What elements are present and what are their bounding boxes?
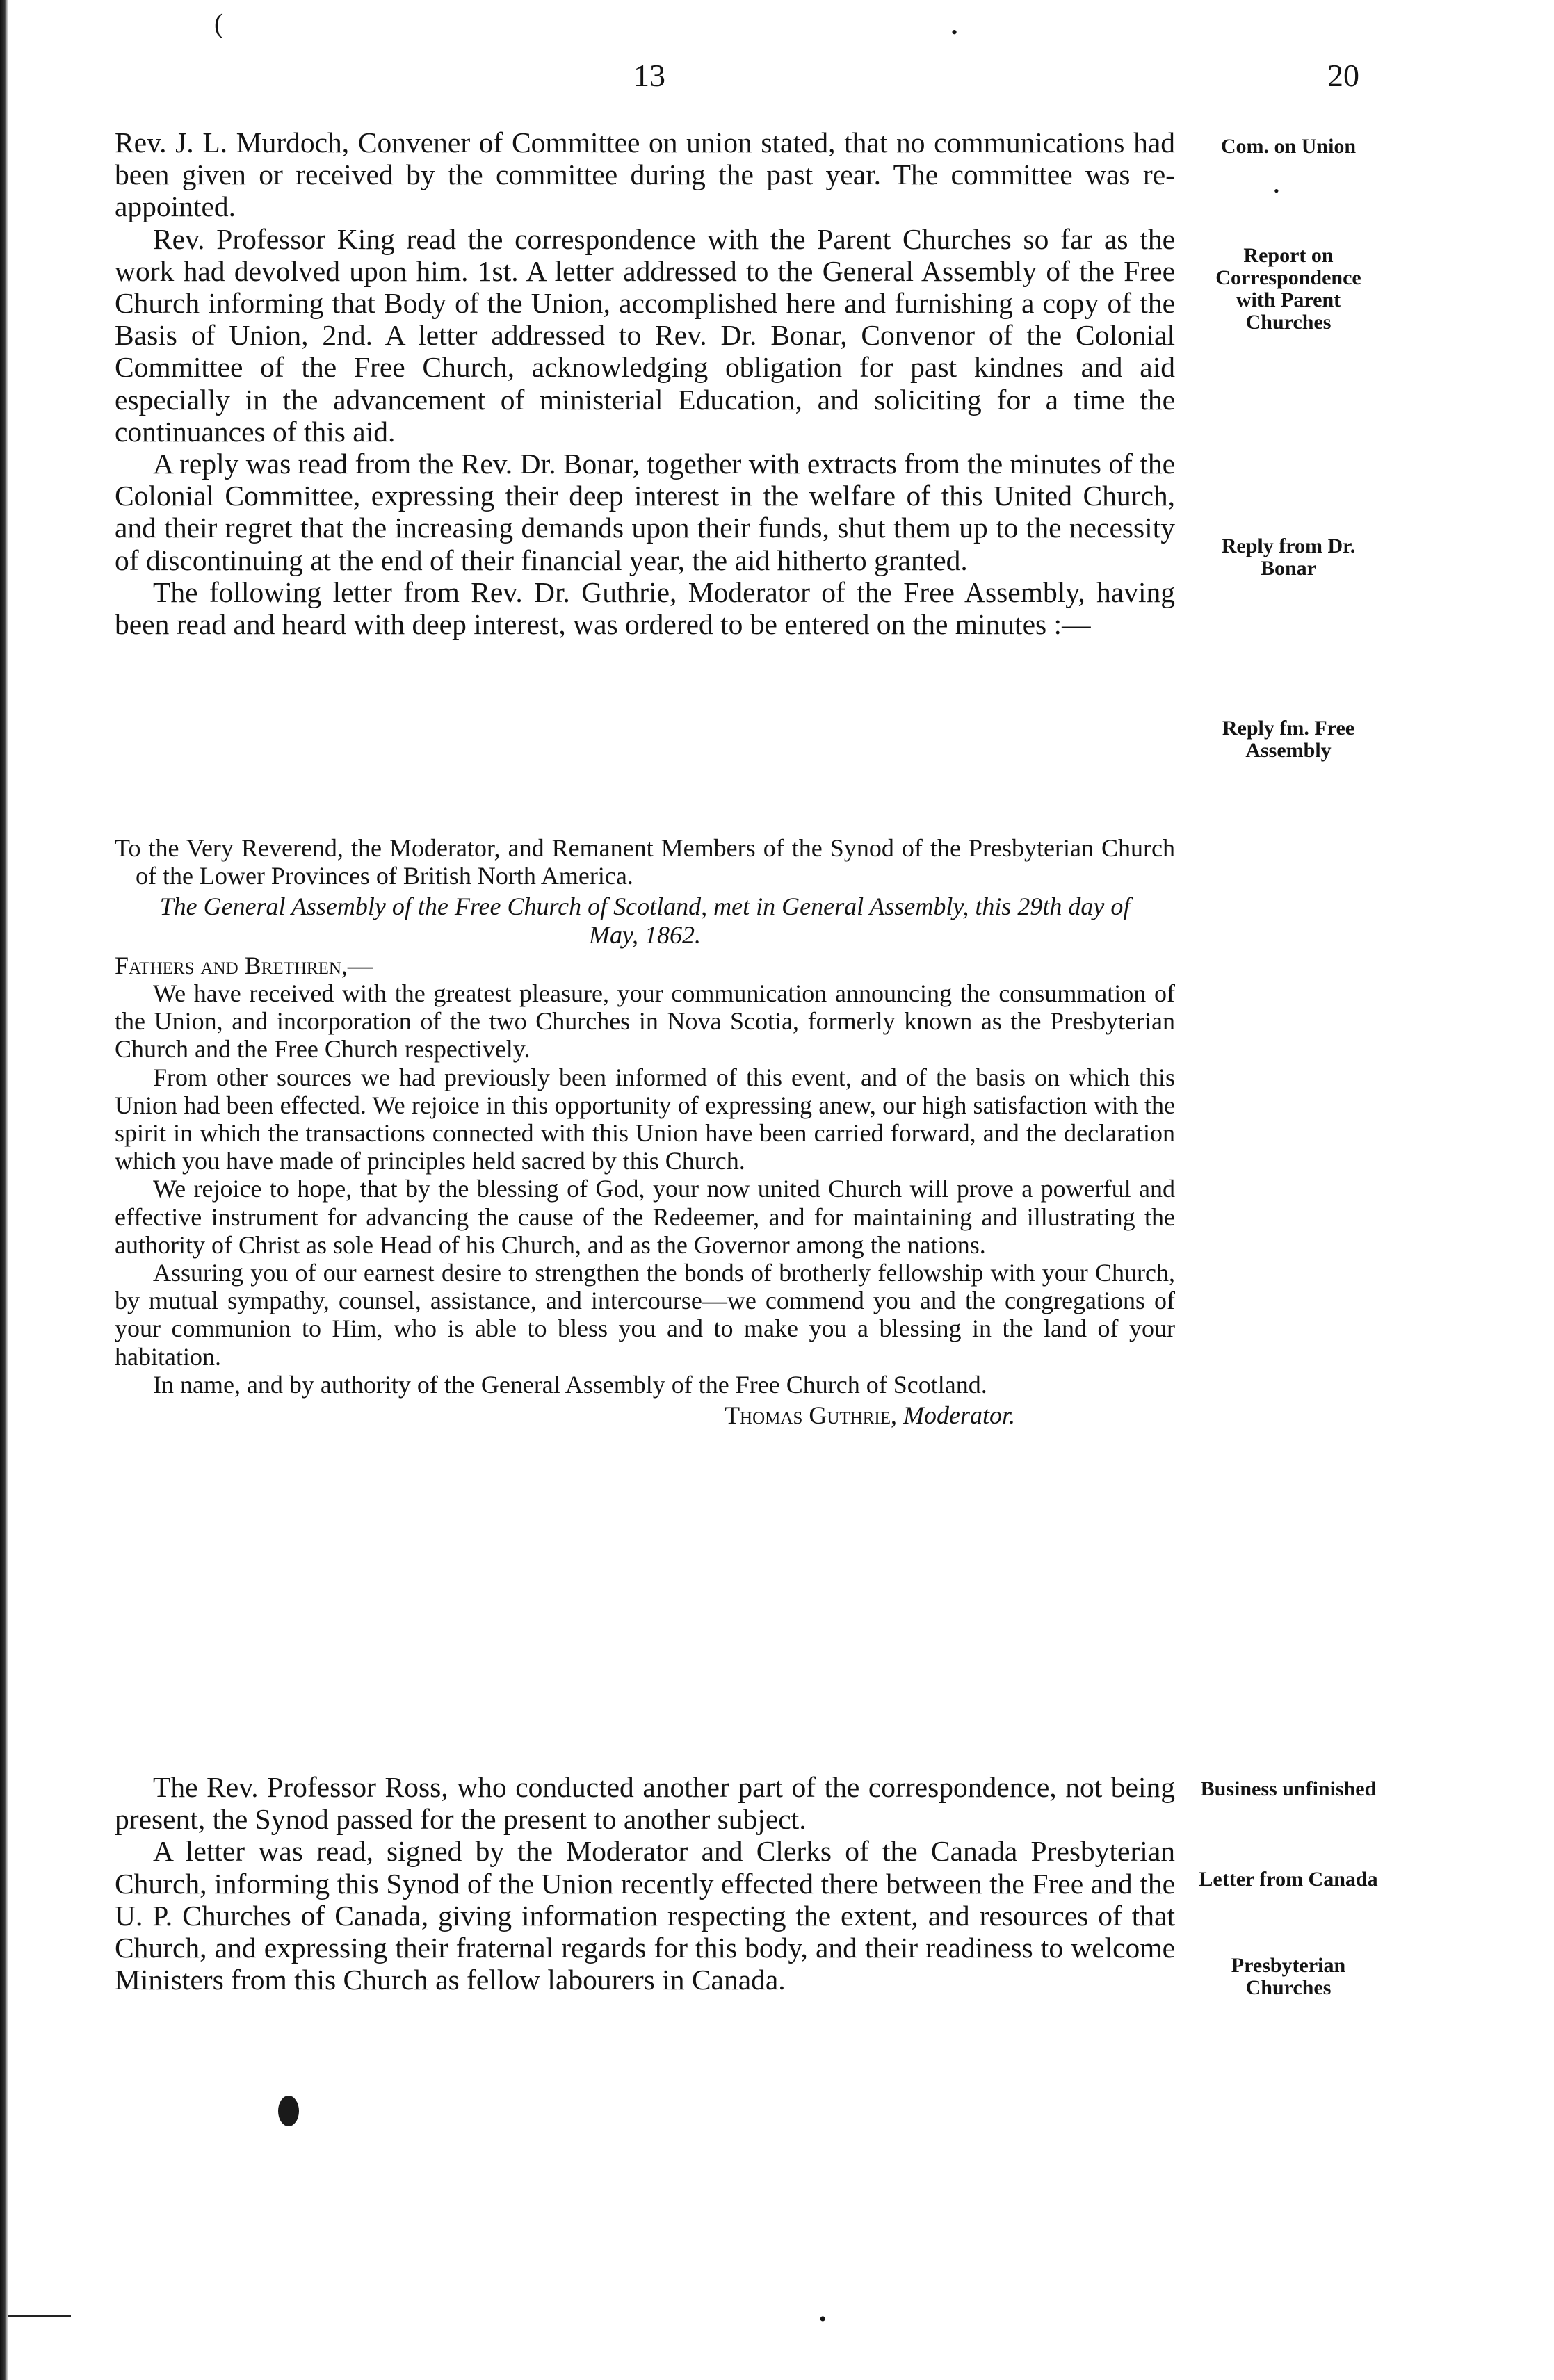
letter-address: To the Very Reverend, the Moderator, and Remanent Members of the Synod of the Presbyterian Church of the Lower Provinces of British North America. <box>115 834 1175 890</box>
stray-mark: ( <box>214 8 224 39</box>
page-number-left: 13 <box>633 58 665 93</box>
letter-paragraph: From other sources we had previously been informed of this event, and of the basis on which this Union had been effected. We rejoice in this opportunity of expressing anew, our high satisfaction with the spirit in which the transactions connected with this Union have been carried forward, and the declaration which you have made of principles held sacred by this Church. <box>115 1063 1175 1175</box>
paragraph-king: Rev. Professor King read the correspondence with the Parent Churches so far as the work had devolved upon him. 1st. A letter addressed to the General Assembly of the Free Church informing that Body of the Union, accomplished here and furnishing a copy of the Basis of Union, 2nd. A letter addressed to Rev. Dr. Bonar, Convenor of the Colonial Committee of the Free Church, acknowledging obligation for past kindnes and aid especially in the advancement of ministerial Education, and soliciting for a time the continuances of this aid. <box>115 222 1175 448</box>
letter-salutation: Fathers and Brethren,— <box>115 951 373 979</box>
page-number-right: 20 <box>1327 58 1359 93</box>
paragraph-bonar-reply: A reply was read from the Rev. Dr. Bonar, together with extracts from the minutes of the Colonial Committee, expressing their deep interest in the welfare of this United Church, and their regret that the increasing demands upon their funds, shut them up to the necessity of discontinuing at the end of their financial year, the aid hitherto granted. <box>115 448 1175 576</box>
stray-mark: • <box>951 22 958 42</box>
paragraph-ross: The Rev. Professor Ross, who conducted another part of the correspondence, not being present, the Synod passed for the present to another subject. <box>115 1771 1175 1836</box>
margin-note-letter-canada: Letter from Canada <box>1199 1868 1378 1891</box>
paragraph-canada-letter: A letter was read, signed by the Moderator and Clerks of the Canada Presbyterian Church, informing this Synod of the Union recently effected there between the Free and the U. P. Churches of Canada, giving information respecting the extent, and resources of that Church, and expressing their fraternal regards for this body, and their readiness to welcome Ministers from this Church as fellow labourers in Canada. <box>115 1835 1175 1996</box>
margin-note-reply-bonar: Reply from Dr. Bonar <box>1221 535 1356 580</box>
margin-note-reply-free-assembly: Reply fm. Free Assembly <box>1222 717 1355 762</box>
paragraph-guthrie-letter: The following letter from Rev. Dr. Guthrie, Moderator of the Free Assembly, having been read and heard with deep interest, was ordered to be entered on the minutes :— <box>115 576 1175 641</box>
letter-paragraph: We have received with the greatest pleasure, your communication announcing the consummation of the Union, and incorporation of the two Churches in Nova Scotia, formerly known as the Presbyterian Church and the Free Church respectively. <box>115 979 1175 1063</box>
margin-note-business-unfinished: Business unfinished <box>1200 1777 1377 1800</box>
signature-title: Moderator. <box>903 1401 1015 1430</box>
letter-paragraph: In name, and by authority of the General Assembly of the Free Church of Scotland. <box>153 1370 987 1399</box>
page-edge <box>0 0 8 2380</box>
paragraph-murdoch: Rev. J. L. Murdoch, Convener of Committee on union stated, that no communications had been given or received by the committee during the past year. The committee was re-appointed. <box>115 127 1175 223</box>
page-header <box>115 57 1359 99</box>
letter-title: The General Assembly of the Free Church of Scotland, met in General Assembly, this 29th day of May, 1862. <box>159 892 1131 949</box>
guthrie-letter <box>115 834 1175 1429</box>
margin-note-presbyterian-churches: Presbyterian Churches <box>1231 1954 1346 1999</box>
margin-note-report-correspondence: Report on Correspondence with Parent Churches <box>1215 244 1361 334</box>
page-edge-notch <box>8 2315 71 2317</box>
letter-paragraph: We rejoice to hope, that by the blessing of God, your now united Church will prove a powerful and effective instrument for advancing the cause of the Redeemer, and for maintaining and illustrating the authority of Christ as sole Head of his Church, and as the Governor among the nations. <box>115 1175 1175 1259</box>
letter-signature <box>115 1401 1175 1429</box>
stray-mark: • <box>819 2308 827 2331</box>
minutes-text-bottom <box>115 1771 1175 1996</box>
ink-blot <box>278 2096 299 2126</box>
minutes-text-top <box>115 127 1175 640</box>
stray-mark: • <box>1274 182 1279 199</box>
margin-note-com-union: Com. on Union <box>1220 135 1357 158</box>
signature-name: Thomas Guthrie, <box>725 1401 897 1430</box>
letter-paragraph: Assuring you of our earnest desire to strengthen the bonds of brotherly fellowship with your Church, by mutual sympathy, counsel, assistance, and intercourse—we commend you and the congregations of your communion to Him, who is able to bless you and to make you a blessing in the land of your habitation. <box>115 1259 1175 1371</box>
